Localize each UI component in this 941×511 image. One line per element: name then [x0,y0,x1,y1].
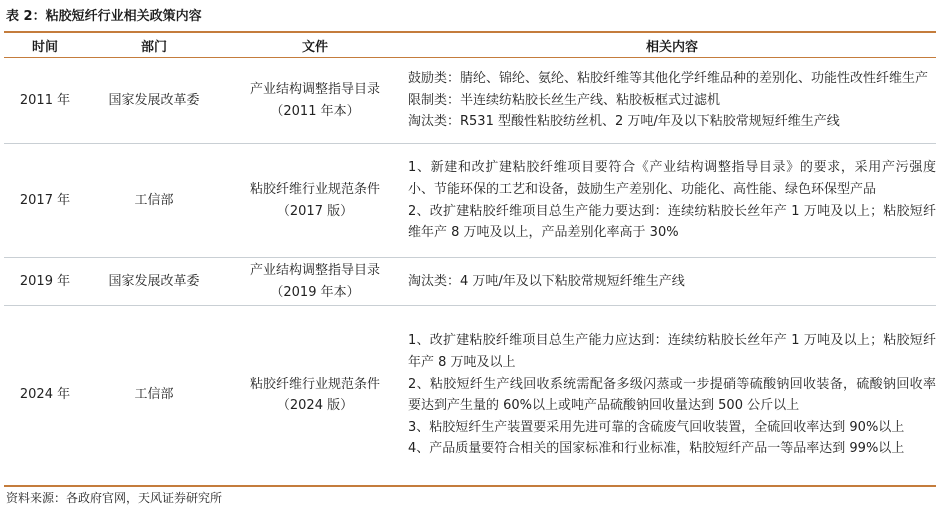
content-item: 4、产品质量要符合相关的国家标准和行业标准，粘胶短纤产品一等品率达到 99%以上 [408,441,905,457]
content-item: 淘汰类：4 万吨/年及以下粘胶常规短纤维生产线 [408,273,685,289]
cell-department: 工信部 [86,144,222,258]
source-note: 资料来源：各政府官网，天风证券研究所 [6,491,223,505]
content-item: 2、粘胶短纤生产线回收系统需配备多级闪蒸或一步提硝等硫酸钠回收装备，硫酸钠回收率要达到产生量的 60%以上或吨产品硫酸钠回收量达到 500 公斤以上 [408,376,936,414]
table-row [4,258,936,306]
content-item: 1、改扩建粘胶纤维项目总生产能力应达到：连续纺粘胶长丝年产 1 万吨及以上；粘胶短纤年产 8 万吨及以上 [408,333,936,371]
cell-document [222,306,408,486]
cell-document [222,144,408,258]
content-item: 3、粘胶短纤生产装置要采用先进可靠的含硫废气回收装置，全硫回收率达到 90%以上 [408,419,905,435]
header-time: 时间 [4,32,86,58]
content-item: 淘汰类：R531 型酸性粘胶纺丝机、2 万吨/年及以下粘胶常规短纤维生产线 [408,114,840,130]
cell-time: 2011 年 [4,58,86,144]
content-item: 鼓励类：腈纶、锦纶、氨纶、粘胶纤维等其他化学纤维品种的差别化、功能性改性纤维生产 [408,71,929,87]
table-row [4,58,936,144]
document-edition: （2024 版） [276,398,354,414]
content-item: 2、改扩建粘胶纤维项目总生产能力要达到：连续纺粘胶长丝年产 1 万吨及以上；粘胶短纤维年产 8 万吨及以上，产品差别化率高于 30% [408,203,936,241]
document-name: 粘胶纤维行业规范条件 [249,376,380,392]
document-name: 产业结构调整指导目录 [249,262,380,278]
table-row [4,306,936,486]
document-edition: （2019 年本） [270,284,360,300]
cell-content [408,306,936,486]
cell-time: 2024 年 [19,387,71,403]
cell-content [408,258,936,306]
table-row [4,144,936,258]
cell-content [408,144,936,258]
cell-department: 工信部 [134,387,174,403]
table-header-row [4,32,936,58]
content-item: 限制类：半连续纺粘胶长丝生产线、粘胶板框式过滤机 [408,92,721,108]
policy-table [4,31,936,487]
cell-department: 国家发展改革委 [86,258,222,306]
document-name: 粘胶纤维行业规范条件 [249,181,380,197]
table-caption: 表 2：粘胶短纤行业相关政策内容 [6,9,202,24]
cell-document [222,258,408,306]
cell-time: 2017 年 [4,144,86,258]
header-content: 相关内容 [408,32,936,58]
cell-content [408,58,936,144]
header-document: 文件 [222,32,408,58]
cell-document [222,58,408,144]
document-edition: （2017 版） [276,203,354,219]
header-department: 部门 [86,32,222,58]
document-edition: （2011 年本） [270,103,360,119]
document-name: 产业结构调整指导目录 [249,81,380,97]
content-item: 1、新建和改扩建粘胶纤维项目要符合《产业结构调整指导目录》的要求，采用产污强度小、节能环保的工艺和设备，鼓励生产差别化、功能化、高性能、绿色环保型产品 [408,160,936,197]
cell-department: 国家发展改革委 [86,58,222,144]
cell-time: 2019 年 [4,258,86,306]
